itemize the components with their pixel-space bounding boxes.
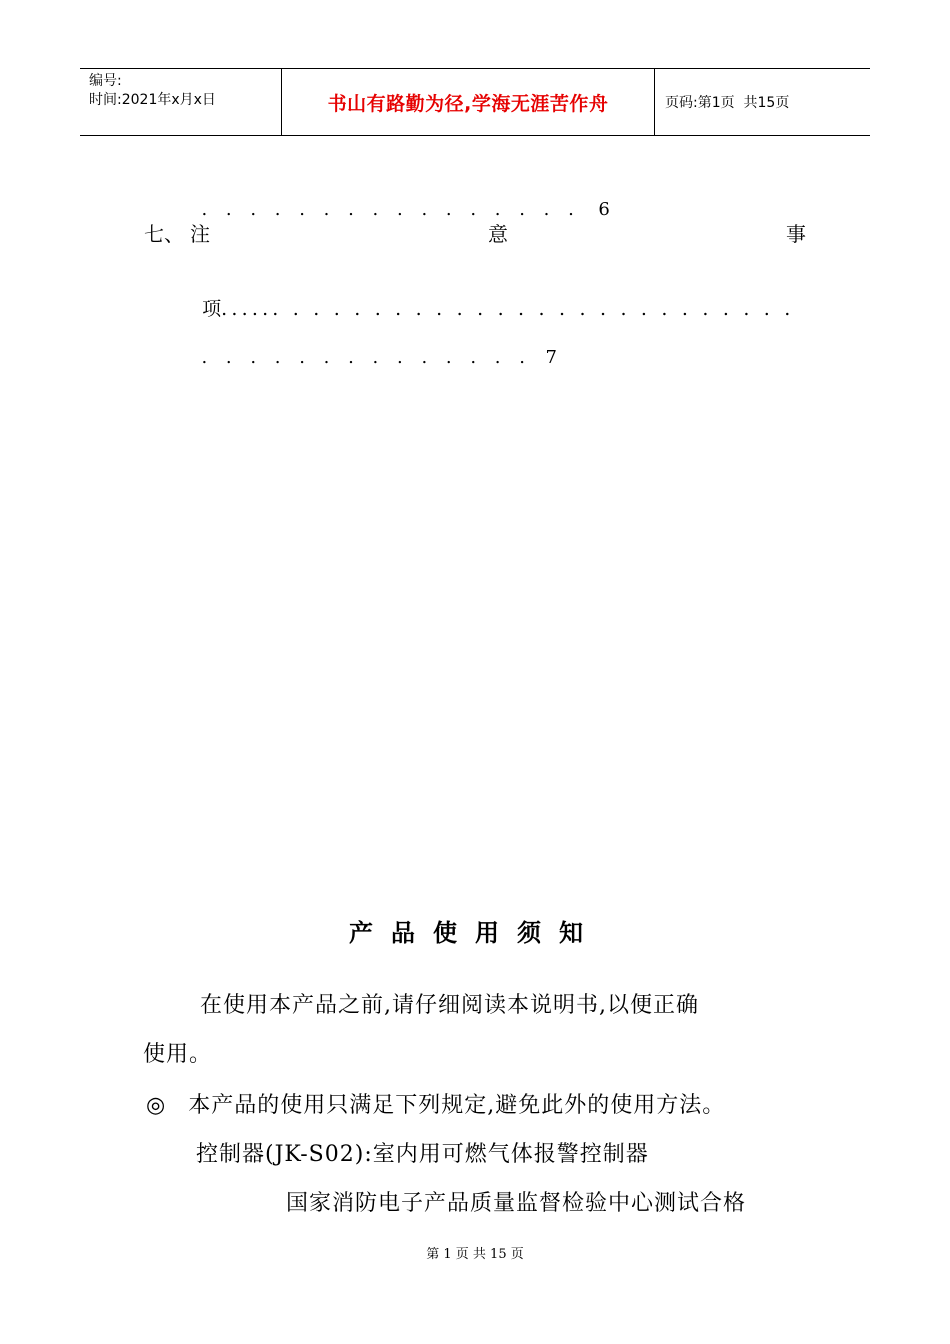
toc-leader-dots: . . . . . . . . . . . . . . . . (201, 199, 581, 220)
toc-item-7 (144, 222, 808, 246)
page-footer: 第 1 页 共 15 页 (426, 1247, 524, 1262)
document-number-label: 编号: (89, 73, 122, 89)
page-header (80, 68, 870, 136)
intro-paragraph-line: 在使用本产品之前,请仔细阅读本说明书,以便正确 (200, 993, 699, 1018)
section-title: 产品使用须知 (349, 919, 601, 947)
toc-item-char: 事 (786, 222, 806, 246)
toc-page-number: 7 (545, 347, 557, 368)
toc-item-char: 注 (190, 222, 210, 246)
bullet-text: 本产品的使用只满足下列规定,避免此外的使用方法。 (188, 1093, 726, 1118)
intro-paragraph-line: 使用。 (143, 1042, 213, 1067)
bullet-symbol-icon: ◎ (146, 1093, 167, 1118)
toc-item-number: 七、 (144, 222, 184, 246)
toc-item-char: 意 (488, 222, 508, 246)
toc-leader-dots: ...... . . . . . . . . . . . . . . . . . . . . . . . . . (221, 298, 795, 320)
header-motto: 书山有路勤为径,学海无涯苦作舟 (327, 92, 609, 115)
document-date-label: 时间:2021年x月x日 (89, 92, 216, 108)
toc-line-6 (190, 174, 610, 222)
toc-leader-dots: . . . . . . . . . . . . . . (201, 347, 532, 368)
toc-item-char: 项 (202, 298, 222, 320)
header-page-cell (655, 69, 870, 135)
toc-line-7 (190, 322, 557, 370)
controller-model-line: 控制器(JK-S02):室内用可燃气体报警控制器 (196, 1142, 649, 1167)
toc-page-number: 6 (598, 199, 610, 220)
toc-item-7-continued (190, 273, 795, 321)
header-motto-cell (282, 69, 655, 135)
header-meta-cell (80, 69, 282, 135)
certification-line: 国家消防电子产品质量监督检验中心测试合格 (286, 1191, 747, 1216)
bullet-line (146, 1091, 725, 1121)
header-page-indicator: 页码:第1页 共15页 (665, 95, 790, 111)
